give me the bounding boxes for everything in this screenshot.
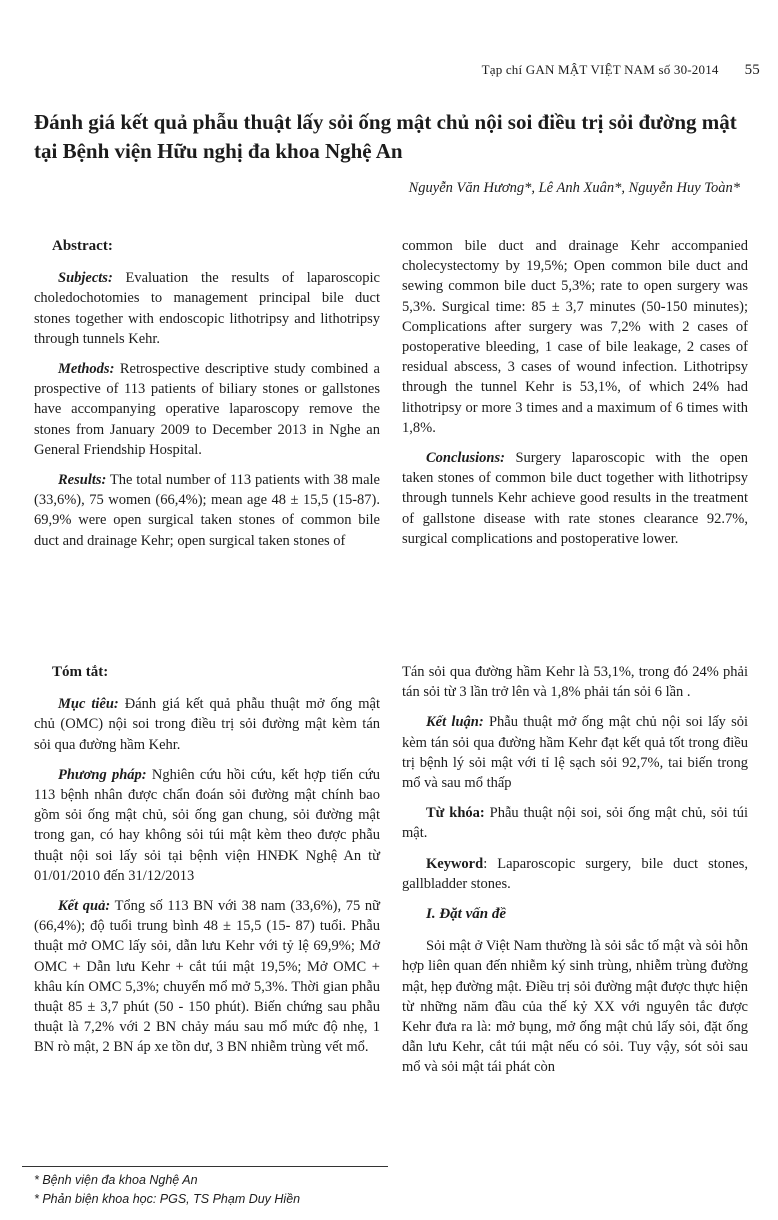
summary-methods (34, 765, 380, 886)
abstract-column-right (402, 236, 748, 559)
keywords-en-label: Keyword (426, 855, 484, 872)
abstract-column-left (34, 236, 380, 561)
abstract-conclusions (402, 448, 748, 549)
author-list: Nguyễn Văn Hương*, Lê Anh Xuân*, Nguyễn Huy Toàn* (408, 180, 740, 196)
abstract-results (34, 470, 380, 551)
objective-text: Đánh giá kết quả phẫu thuật mở ống mật chủ (OMC) nội soi trong điều trị sỏi đường mật kèm tán sỏi qua đường hầm Kehr. (34, 696, 381, 753)
abstract-methods (34, 359, 380, 460)
results-label: Results: (58, 472, 107, 489)
subjects-label: Subjects: (58, 270, 113, 287)
conclusion-vn-text: Phẫu thuật mở ống mật chủ nội soi lấy sỏi kèm tán sỏi qua đường hầm Kehr đạt kết quả tốt trong điều trị bệnh lý sỏi mật với tỉ lệ sạch sỏi 92,7%, tai biến trong mổ và sau mổ thấp (402, 714, 748, 792)
footnotes (34, 1171, 394, 1209)
running-header (0, 62, 760, 84)
methods-vn-text: Nghiên cứu hồi cứu, kết hợp tiến cứu 113 bệnh nhân được chẩn đoán sỏi đường mật chính bao gồm sỏi ống mật chủ, sỏi ống gan chung, sỏi đường mật trong gan, có hay không sỏi túi mật kèm theo được phẫu thuật nội soi lấy sỏi tại bệnh viện HNĐK Nghệ An từ 01/01/2010 đến 31/12/2013 (34, 766, 380, 884)
results-vn-text: Tổng số 113 BN với 38 nam (33,6%), 75 nữ (66,4%); độ tuổi trung bình 48 ± 15,5 (15- 87) tuổi. Phẫu thuật mở OMC lấy sỏi, dẫn lưu Kehr với tỷ lệ 69,9%; Mở OMC + Dẫn lưu Kehr + cắt túi mật 19,5%; Mở OMC + khâu kín OMC 5,3%; chuyển mổ mở 5,3%. Thời gian phẫu thuật 85 ± 3,7 phút (50 - 150 phút). Biến chứng sau phẫu thuật là 7,2% với 2 BN chảy máu sau mổ mức độ nhẹ, 1 BN rò mật, 2 BN áp xe tồn dư, 3 BN nhiễm trùng vết mổ. (34, 898, 380, 1056)
section-1-heading: I. Đặt vấn đề (426, 906, 506, 923)
abstract-subjects (34, 268, 380, 349)
section-1-text: Sỏi mật ở Việt Nam thường là sỏi sắc tố mật và sỏi hỗn hợp liên quan đến nhiễm ký sinh trùng, nhiễm trùng đường mật, hẹp đường mật. Điều trị sỏi đường mật được thực hiện từ những năm đầu của thế kỷ XX với nguyên tắc được Kehr đưa ra là: mở bụng, mở ống mật chủ lấy sỏi, đặt ống dẫn lưu Kehr, cắt túi mật nếu có sỏi. Tuy vậy, sót sỏi sau mổ và sỏi mật tái phát còn (402, 938, 748, 1076)
results-text: The total number of 113 patients with 38 male (33,6%), 75 women (66,4%); mean age 48 ± 15,5 (15-87). 69,9% were open surgical taken stones of common bile duct and drainage Kehr; open surgical taken stones of (34, 472, 380, 549)
keywords-en-text: : Laparoscopic surgery, bile duct stones, gallbladder stones. (402, 855, 748, 892)
abstract-results-continued: common bile duct and drainage Kehr accompanied cholecystectomy by 19,5%; Open common bile duct and sewing common bile duct 5,3%; rate to open surgery was 5,3%. Surgical time: 85 ± 3,7 minutes (50-150 minutes); Complications after surgery was 7,2% with 2 cases of postoperative bleeding, 1 case of bile leakage, 2 cases of residual abscess, 3 cases of wound infection. Lithotripsy through the tunnel Kehr is 53,1%, of which 24% had lithotripsy or more 3 times and a maximum of 6 times with 1,8%. (402, 238, 748, 436)
conclusions-label: Conclusions: (426, 450, 505, 467)
journal-name: Tạp chí GAN MẬT VIỆT NAM số 30-2014 (481, 62, 719, 77)
methods-text: Retrospective descriptive study combined a prospective of 113 patients of biliary stones or gallstones have accompanying operative laparoscopy remove the stones from January 2009 to December 2013 in Nghe an General Friendship Hospital. (34, 361, 380, 458)
summary-heading: Tóm tắt: (52, 664, 109, 680)
summary-keywords-en (402, 854, 748, 894)
conclusions-text: Surgery laparoscopic with the open taken stones of common bile duct together with lithotripsy through tunnels Kehr achieve good results in the treatment of gallstone disease with rate stones clearance 92.7%, surgical complications and postoperative lower. (402, 450, 748, 547)
summary-results (34, 896, 380, 1058)
footnote-affiliation: * Bệnh viện đa khoa Nghệ An (34, 1173, 198, 1187)
summary-results-continued: Tán sỏi qua đường hầm Kehr là 53,1%, trong đó 24% phải tán sỏi từ 3 lần trở lên và 1,8% phải tán sỏi 6 lần . (402, 664, 748, 701)
article-title: Đánh giá kết quả phẫu thuật lấy sỏi ống mật chủ nội soi điều trị sỏi đường mật tại Bệnh viện Hữu nghị đa khoa Nghệ An (34, 110, 737, 163)
summary-column-left (34, 662, 380, 1068)
objective-label: Mục tiêu: (58, 696, 119, 713)
subjects-text: Evaluation the results of laparoscopic choledochotomies to management principal bile duct stones together with endoscopic lithotripsy and lithotripsy through tunnels Kehr. (34, 270, 380, 347)
methods-vn-label: Phương pháp: (58, 766, 147, 783)
keywords-vn-label: Từ khóa: (426, 805, 485, 822)
summary-objective (34, 694, 380, 755)
conclusion-vn-label: Kết luận: (426, 714, 484, 731)
abstract-heading: Abstract: (52, 238, 113, 254)
results-vn-label: Kết quả: (58, 898, 111, 915)
summary-keywords-vn (402, 803, 748, 843)
footnote-reviewer: * Phản biện khoa học: PGS, TS Phạm Duy Hiền (34, 1192, 301, 1206)
footnote-divider (22, 1166, 388, 1167)
methods-label: Methods: (58, 361, 115, 378)
keywords-vn-text: Phẫu thuật nội soi, sỏi ống mật chủ, sỏi túi mật. (402, 805, 748, 842)
summary-column-right (402, 662, 748, 1088)
summary-conclusion (402, 712, 748, 793)
page-number: 55 (744, 62, 760, 78)
